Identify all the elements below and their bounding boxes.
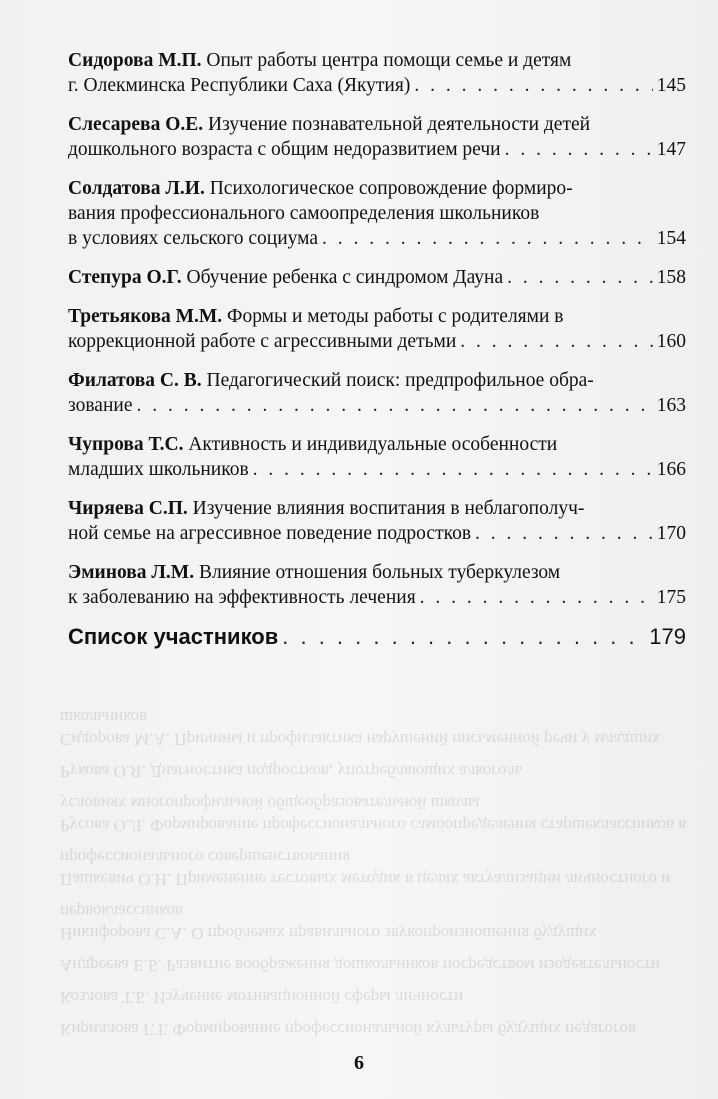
toc-entry-line (68, 48, 686, 73)
entry-page: 158 (656, 267, 686, 288)
toc-entry-line (68, 176, 686, 201)
toc-entries (68, 48, 686, 610)
entry-author: Третьякова М.М. (68, 306, 223, 327)
entry-author: Солдатова Л.И. (68, 178, 205, 199)
toc-entry (68, 48, 686, 98)
leader-dots (414, 73, 652, 98)
leader-dots (420, 585, 653, 610)
toc-entry (68, 368, 686, 418)
entry-page: 160 (656, 331, 686, 352)
toc-entry-line (68, 585, 686, 610)
entry-page: 166 (656, 459, 686, 480)
entry-title-text: Формы и методы работы с родителями в (222, 306, 564, 327)
leader-dots (253, 457, 653, 482)
entry-page: 147 (656, 139, 686, 160)
toc-entry (68, 496, 686, 546)
toc-entry-line (68, 521, 686, 546)
entry-author: Слесарева О.Е. (68, 114, 204, 135)
entry-title-text: вания профессионального самоопределения школьников (68, 203, 540, 224)
entry-page: 170 (656, 523, 686, 544)
toc-entry-line (68, 201, 686, 226)
entry-title-text: Изучение познавательной деятельности детей (203, 114, 591, 135)
leader-dots (505, 137, 653, 162)
toc-entry (68, 432, 686, 482)
entry-page: 175 (656, 587, 686, 608)
leader-dots (136, 393, 652, 418)
toc-entry-line (68, 368, 686, 393)
toc-entry-line (68, 432, 686, 457)
entry-page: 163 (656, 395, 686, 416)
leader-dots (282, 624, 645, 649)
entry-title-text: к заболеванию на эффективность лечения (68, 587, 416, 608)
toc-entry-line (68, 137, 686, 162)
entry-title-text: коррекционной работе с агрессивными детьми (68, 331, 457, 352)
entry-title-text: младших школьников (68, 459, 249, 480)
entry-title-text: Влияние отношения больных туберкулезом (194, 562, 561, 583)
toc-entry-line (68, 496, 686, 521)
toc-entry-line (68, 393, 686, 418)
entry-title-text: Изучение влияния воспитания в неблагополуч- (187, 498, 585, 519)
leader-dots (475, 521, 653, 546)
show-through-text: Кириллова Г.Т. Формирование профессиональной культуры будущих педагогов Козлова Т.Б. Изучение мотивационной сферы личности Андреева Е.Б. Развитие воображения дошкольников посредством изодеятельности Никифорова С.А. О проблемах правильного звукопроизношения будущих первоклассников Пашкевич О.Н. Применение тестовых методик в целях актуализации личностного и профессионального совершенствования Русова О.Л. Формирование профессионального самоопределения старшеклассников в условиях многопрофильной общеобразовательной школы Рукова О.Я. Диагностика подростков, употребляющих алкоголь Сидорова М.А. Причины и профилактика нарушений письменной речи у младших школьников (60, 708, 687, 1039)
entry-title-text: г. Олекминска Республики Саха (Якутия) (68, 75, 411, 96)
entry-title-text: Педагогический поиск: предпрофильное обра- (201, 370, 594, 391)
page-number: 6 (354, 1052, 364, 1074)
toc-entry (68, 176, 686, 251)
toc-entry-line (68, 329, 686, 354)
entry-title-text: в условиях сельского социума (68, 228, 319, 249)
toc-entry-line (68, 112, 686, 137)
heading-page: 179 (649, 624, 686, 649)
entry-page: 154 (656, 228, 686, 249)
toc-entry (68, 265, 686, 290)
table-of-contents (68, 48, 686, 663)
entry-title-text: ной семье на агрессивное поведение подростков (68, 523, 472, 544)
leader-dots (507, 265, 653, 290)
entry-author: Сидорова М.П. (68, 50, 202, 71)
toc-entry-line (68, 304, 686, 329)
entry-author: Филатова С. В. (68, 370, 202, 391)
toc-entry-line (68, 457, 686, 482)
toc-entry (68, 304, 686, 354)
entry-title-text: зование (68, 395, 133, 416)
entry-title-text: Обучение ребенка с синдромом Дауна (181, 267, 504, 288)
leader-dots (322, 226, 653, 251)
entry-author: Эминова Л.М. (68, 562, 195, 583)
toc-entry-line (68, 73, 686, 98)
toc-entry-line (68, 560, 686, 585)
entry-title-text: Психологическое сопровождение формиро- (204, 178, 573, 199)
toc-entry (68, 112, 686, 162)
entry-title-text: дошкольного возраста с общим недоразвитием речи (68, 139, 501, 160)
entry-author: Степура О.Г. (68, 267, 182, 288)
toc-entry-line (68, 265, 686, 290)
toc-entry (68, 560, 686, 610)
entry-author: Чиряева С.П. (68, 498, 188, 519)
heading-label: Список участников (68, 624, 279, 649)
entry-page: 145 (656, 75, 686, 96)
entry-title-text: Активность и индивидуальные особенности (183, 434, 558, 455)
entry-author: Чупрова Т.С. (68, 434, 184, 455)
entry-title-text: Опыт работы центра помощи семье и детям (201, 50, 572, 71)
participants-heading (68, 624, 686, 649)
leader-dots (460, 329, 652, 354)
toc-entry-line (68, 226, 686, 251)
